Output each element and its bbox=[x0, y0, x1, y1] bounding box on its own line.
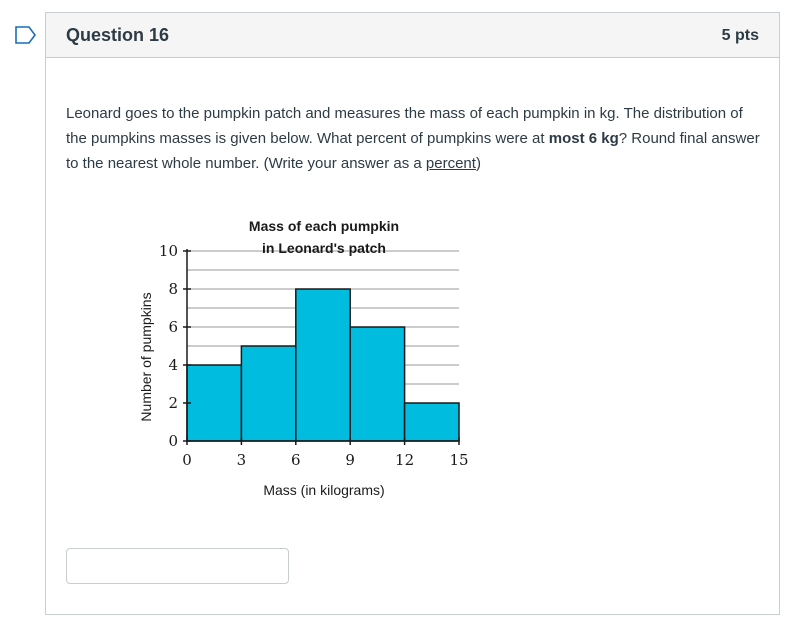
histogram-bar bbox=[241, 346, 295, 441]
x-tick-label: 6 bbox=[291, 451, 301, 469]
answer-input[interactable] bbox=[66, 548, 289, 584]
question-card bbox=[45, 12, 780, 615]
question-text-part2: ? Round final answer to the nearest whole number. (Write your answer as a bbox=[66, 130, 760, 172]
question-title: Question 16 bbox=[66, 25, 170, 45]
x-tick-label: 0 bbox=[182, 451, 192, 469]
y-tick-label: 6 bbox=[168, 318, 178, 336]
question-header bbox=[46, 13, 779, 58]
x-tick-label: 12 bbox=[395, 451, 415, 469]
y-tick-label: 10 bbox=[158, 242, 178, 260]
x-tick-label: 9 bbox=[345, 451, 355, 469]
question-text-underlined: percent bbox=[425, 155, 476, 172]
y-axis-label: Number of pumpkins bbox=[138, 292, 154, 422]
histogram-bar bbox=[405, 403, 459, 441]
y-tick-label: 4 bbox=[168, 356, 178, 374]
question-points: 5 pts bbox=[721, 27, 759, 44]
question-text-bold: most 6 kg bbox=[548, 130, 619, 147]
histogram-bar bbox=[350, 327, 404, 441]
y-tick-label: 8 bbox=[168, 280, 178, 298]
question-text-part1: Leonard goes to the pumpkin patch and measures the mass of each pumpkin in kg. The distribution of the pumpkins masses is given below. What percent of pumpkins were at bbox=[66, 105, 743, 147]
histogram-bar bbox=[296, 289, 350, 441]
x-axis-label: Mass (in kilograms) bbox=[263, 482, 385, 498]
x-tick-label: 15 bbox=[449, 451, 469, 469]
question-text bbox=[66, 101, 766, 176]
y-tick-label: 2 bbox=[168, 394, 178, 412]
histogram-bar bbox=[187, 365, 241, 441]
flag-question-icon[interactable] bbox=[14, 26, 38, 44]
question-text-part3: ) bbox=[475, 155, 481, 172]
chart-title-line-1: Mass of each pumpkin bbox=[248, 218, 400, 234]
y-tick-label: 0 bbox=[168, 432, 178, 450]
chart-title-line-2: in Leonard's patch bbox=[262, 240, 386, 256]
histogram-chart bbox=[91, 208, 469, 528]
x-tick-label: 3 bbox=[236, 451, 247, 469]
